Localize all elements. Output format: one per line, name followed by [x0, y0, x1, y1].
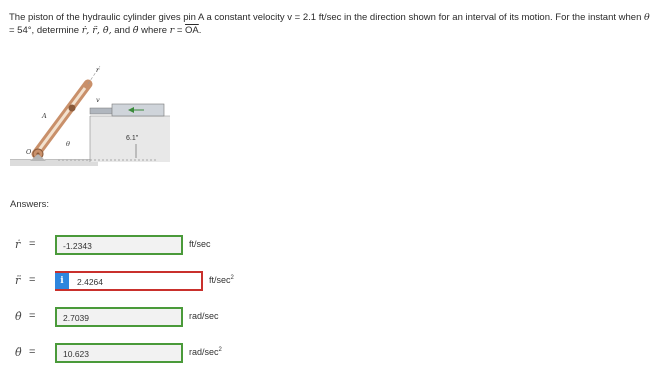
- oa-symbol: $\overline{OA}$: [185, 25, 199, 36]
- equals-sign: =: [29, 346, 36, 358]
- label-a: A: [42, 112, 47, 120]
- equals-sign: =: [29, 238, 36, 250]
- rddot-input[interactable]: [55, 271, 203, 291]
- answer-row-rddot: [0, 271, 666, 295]
- answer-row-thetaddot: [0, 343, 666, 367]
- problem-text-before: The piston of the hydraulic cylinder gives pin A a constant velocity v = 2.1 ft/sec in the direction shown for an interval of its motion. For the instant when: [9, 12, 644, 23]
- thetaddot-value: 10.623: [63, 349, 89, 359]
- target-quantities: ṙ, r̈, θ̇,: [81, 25, 112, 36]
- thetaddot-input[interactable]: [55, 343, 183, 363]
- thetaddot-symbol: θ̈: [15, 346, 22, 359]
- ground-hatch: [10, 160, 98, 166]
- theta-ddot-symbol: θ̈: [132, 25, 139, 36]
- theta-symbol: θ: [644, 12, 650, 23]
- rddot-value: 2.4264: [77, 277, 103, 287]
- answer-row-thetadot: [0, 307, 666, 331]
- label-v: v: [96, 96, 100, 104]
- thetadot-value: 2.7039: [63, 313, 89, 323]
- rdot-value: -1.2343: [63, 241, 92, 251]
- label-o: O: [26, 148, 32, 156]
- problem-text-mid: = 54°, determine: [9, 25, 82, 36]
- pin-a: [69, 105, 76, 112]
- equals-sign: =: [29, 310, 36, 322]
- equals-sign: =: [29, 274, 36, 286]
- problem-text-and: and: [111, 25, 133, 36]
- label-r: r: [96, 66, 100, 74]
- problem-text-eq: =: [174, 25, 186, 36]
- answer-row-rdot: [0, 235, 666, 259]
- answers-heading: Answers:: [10, 199, 50, 210]
- problem-statement: [9, 11, 654, 37]
- thetadot-unit: rad/sec: [189, 311, 219, 321]
- rddot-unit: $ft/\sec^2$: [209, 275, 234, 285]
- problem-text-end: .: [198, 25, 202, 36]
- r-symbol: r: [169, 25, 175, 36]
- rddot-symbol: r̈: [15, 274, 21, 287]
- label-theta: θ: [66, 140, 70, 148]
- info-icon[interactable]: i: [55, 273, 69, 289]
- rdot-unit: ft/sec: [189, 239, 211, 249]
- dimension-label: 6.1": [126, 135, 139, 142]
- mechanism-figure: [8, 54, 173, 174]
- problem-text-where: where: [138, 25, 170, 36]
- thetadot-input[interactable]: [55, 307, 183, 327]
- thetadot-symbol: θ̇: [15, 310, 22, 323]
- rdot-input[interactable]: [55, 235, 183, 255]
- thetaddot-unit: rad/$\sec^2$: [189, 347, 222, 357]
- hydraulic-cylinder: [90, 104, 164, 116]
- rdot-symbol: ṙ: [15, 238, 21, 251]
